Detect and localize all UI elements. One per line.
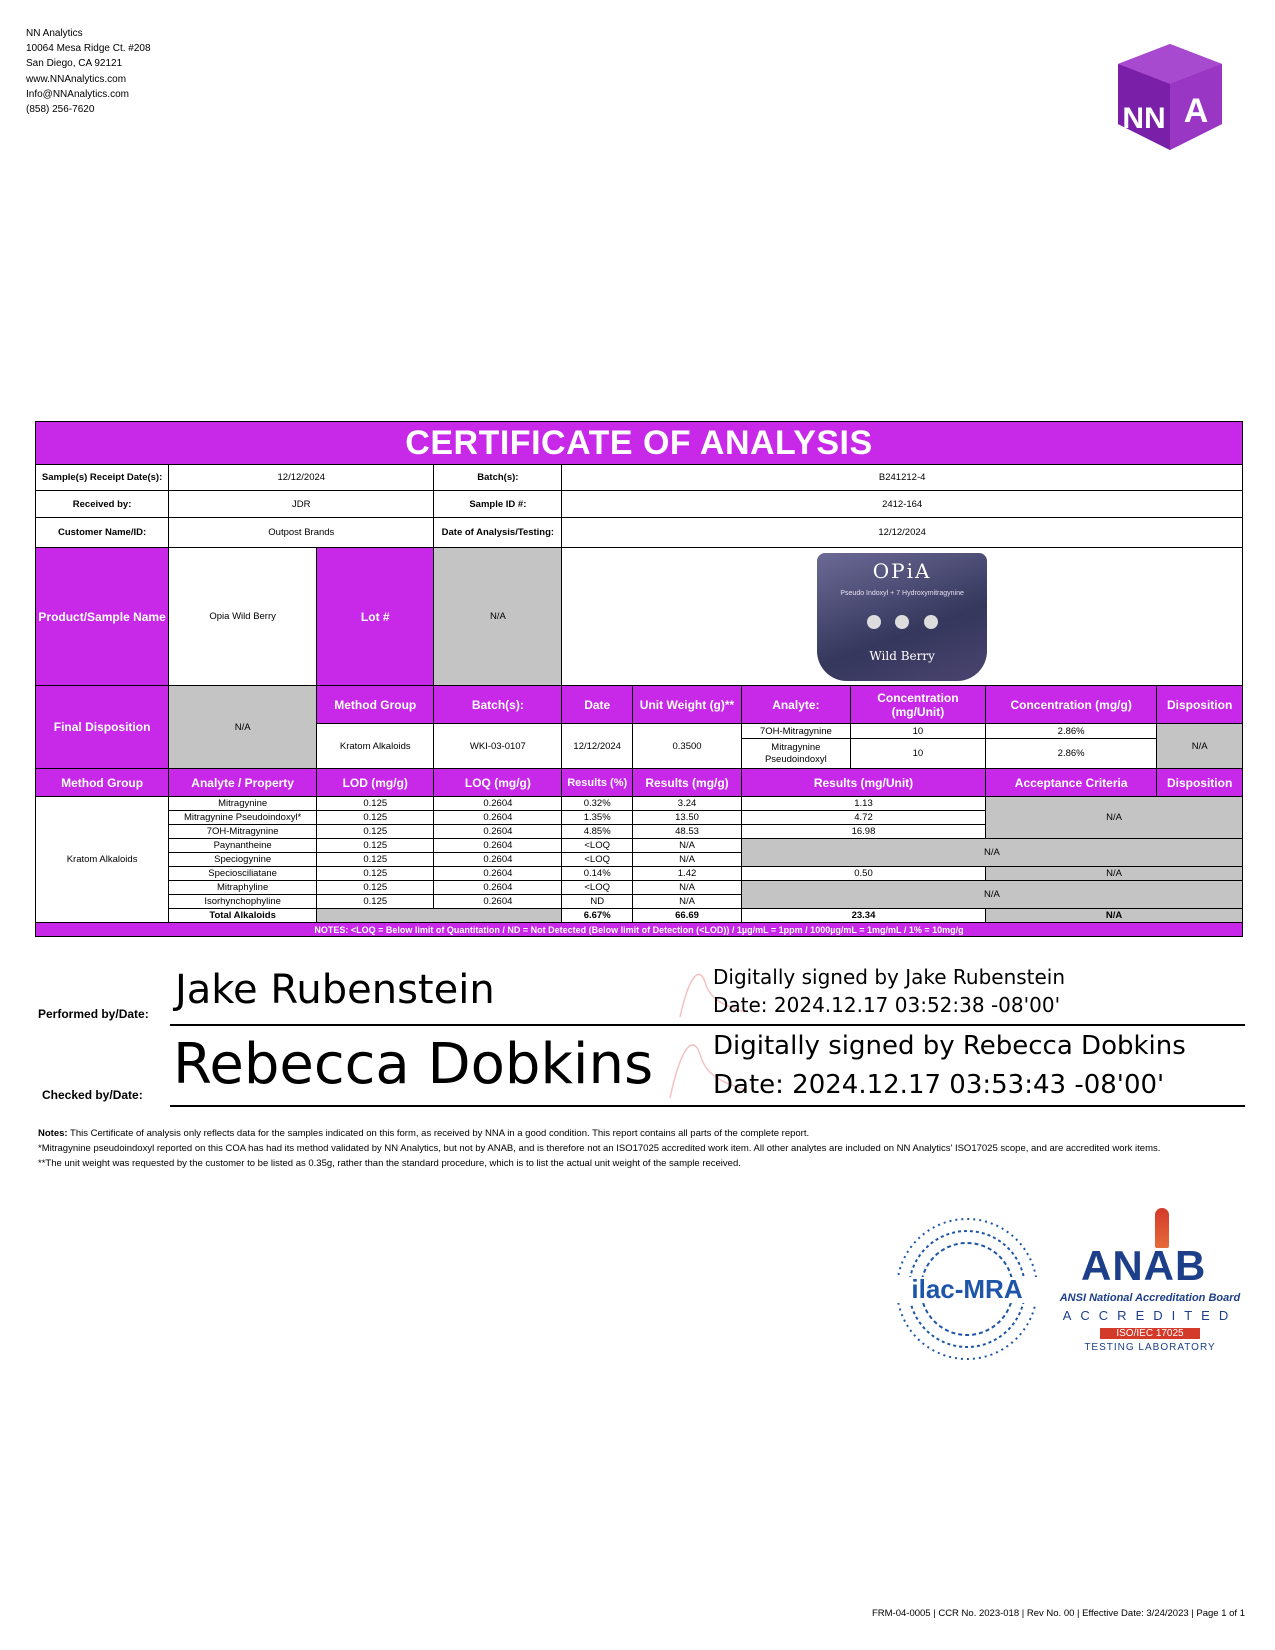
disp-header-unit-weight: Unit Weight (g)** [633, 686, 742, 724]
results-pct: <LOQ [562, 881, 633, 895]
results-lod: 0.125 [317, 881, 434, 895]
performed-signed-text: Digitally signed by Jake Rubenstein [713, 965, 1066, 989]
table-row [36, 839, 1243, 853]
customer-value: Outpost Brands [169, 518, 434, 548]
product-image-cell [562, 548, 1243, 686]
anab-iso: ISO/IEC 17025 [1100, 1328, 1200, 1339]
company-address-line1: 10064 Mesa Ridge Ct. #208 [26, 43, 151, 55]
lot-label: Lot # [317, 548, 434, 686]
total-blank [317, 909, 562, 923]
results-lod: 0.125 [317, 797, 434, 811]
total-label: Total Alkaloids [169, 909, 317, 923]
table-row [36, 797, 1243, 811]
disp-header-disposition: Disposition [1157, 686, 1243, 724]
notes-section [38, 1126, 1243, 1171]
total-disp: N/A [986, 909, 1243, 923]
anab-fullname: ANSI National Accreditation Board [1059, 1292, 1241, 1304]
results-pct: ND [562, 895, 633, 909]
notes-line1: Notes: This Certificate of analysis only reflects data for the samples indicated on this form, as received by NNA in a good condition. This report contains all parts of the complete report. [38, 1128, 810, 1139]
results-mgg: 3.24 [633, 797, 742, 811]
results-header-disposition: Disposition [1157, 769, 1243, 797]
results-loq: 0.2604 [434, 825, 562, 839]
results-header-mgu: Results (mg/Unit) [741, 769, 985, 797]
disp-header-batch: Batch(s): [434, 686, 562, 724]
company-name: NN Analytics [26, 28, 83, 39]
results-header-mgg: Results (mg/g) [633, 769, 742, 797]
lot-value: N/A [434, 548, 562, 686]
results-mgu: 1.13 [741, 797, 985, 811]
results-pct: <LOQ [562, 853, 633, 867]
results-analyte: Mitragynine [169, 797, 317, 811]
results-mgg: 13.50 [633, 811, 742, 825]
results-loq: 0.2604 [434, 797, 562, 811]
results-mgu: 0.50 [741, 867, 985, 881]
results-analyte: Mitragynine Pseudoindoxyl* [169, 811, 317, 825]
analysis-date-value: 12/12/2024 [562, 518, 1243, 548]
results-lod: 0.125 [317, 811, 434, 825]
logo-nn: NN [1122, 102, 1166, 135]
disp-disposition-value: N/A [1157, 724, 1243, 769]
results-pct: 1.35% [562, 811, 633, 825]
total-mgu: 23.34 [741, 909, 985, 923]
checked-signed-date: Date: 2024.12.17 03:53:43 -08'00' [713, 1070, 1165, 1100]
disp-header-method-group: Method Group [317, 686, 434, 724]
product-image [817, 553, 987, 681]
disp-batch: WKI-03-0107 [434, 724, 562, 769]
results-pct: 0.14% [562, 867, 633, 881]
results-lod: 0.125 [317, 895, 434, 909]
batch-value: B241212-4 [562, 465, 1243, 491]
disp-conc-unit: 10 [850, 724, 985, 739]
product-subtitle: Pseudo Indoxyl + 7 Hydroxymitragynine [840, 589, 964, 597]
results-analyte: Speciosciliatane [169, 867, 317, 881]
results-mgg: N/A [633, 895, 742, 909]
results-mgg: N/A [633, 853, 742, 867]
sample-id-value: 2412-164 [562, 491, 1243, 518]
total-mgg: 66.69 [633, 909, 742, 923]
results-analyte: Speciogynine [169, 853, 317, 867]
final-disposition-label: Final Disposition [36, 686, 169, 769]
results-header-loq: LOQ (mg/g) [434, 769, 562, 797]
results-disp: N/A [986, 867, 1243, 881]
company-address [26, 26, 151, 117]
results-loq: 0.2604 [434, 895, 562, 909]
results-header-analyte: Analyte / Property [169, 769, 317, 797]
anab-accredited: ACCREDITED [1062, 1308, 1238, 1323]
product-name-label: Product/Sample Name [36, 548, 169, 686]
results-analyte: Isorhynchophyline [169, 895, 317, 909]
notes-line2: *Mitragynine pseudoindoxyl reported on this COA has had its method validated by NN Analytics, but not by ANAB, and is therefore not an ISO17025 accredited work item. All other analytes are included on NN Analytics' ISO17025 scope, and are accredited work items. [38, 1143, 1161, 1154]
company-email: Info@NNAnalytics.com [26, 88, 129, 100]
results-mgg: 48.53 [633, 825, 742, 839]
results-analyte: Mitraphyline [169, 881, 317, 895]
checked-signature-line [170, 1105, 1245, 1107]
results-acceptance-na: N/A [986, 797, 1243, 839]
results-analyte: 7OH-Mitragynine [169, 825, 317, 839]
performed-signature-line [170, 1024, 1245, 1026]
anab-logo [1055, 1208, 1245, 1356]
logo-a: A [1183, 92, 1209, 130]
total-pct: 6.67% [562, 909, 633, 923]
notes-line3: **The unit weight was requested by the customer to be listed as 0.35g, rather than the standard procedure, which is to list the actual unit weight of the sample received. [38, 1158, 741, 1169]
results-pct: 4.85% [562, 825, 633, 839]
results-mgu: 16.98 [741, 825, 985, 839]
results-mgg: N/A [633, 839, 742, 853]
batch-label: Batch(s): [434, 465, 562, 491]
performed-by-name: Jake Rubenstein [175, 967, 495, 1013]
table-row [36, 881, 1243, 895]
disp-header-date: Date [562, 686, 633, 724]
disp-conc-unit: 10 [850, 739, 985, 769]
results-loq: 0.2604 [434, 867, 562, 881]
results-loq: 0.2604 [434, 811, 562, 825]
results-loq: 0.2604 [434, 881, 562, 895]
customer-label: Customer Name/ID: [36, 518, 169, 548]
results-header-method-group: Method Group [36, 769, 169, 797]
results-mgg: N/A [633, 881, 742, 895]
product-brand: OPiA [872, 558, 932, 583]
product-name-value: Opia Wild Berry [169, 548, 317, 686]
coa-table [35, 421, 1243, 937]
final-disposition-value: N/A [169, 686, 317, 769]
product-flavor: Wild Berry [869, 648, 935, 663]
results-na-block: N/A [741, 881, 1242, 909]
table-row [36, 867, 1243, 881]
disp-conc-g: 2.86% [986, 739, 1157, 769]
checked-signed-text: Digitally signed by Rebecca Dobkins [713, 1031, 1186, 1061]
results-mgu: 4.72 [741, 811, 985, 825]
anab-testing: TESTING LABORATORY [1084, 1342, 1216, 1353]
results-loq: 0.2604 [434, 853, 562, 867]
disp-date: 12/12/2024 [562, 724, 633, 769]
disp-header-analyte: Analyte: [741, 686, 850, 724]
sample-id-label: Sample ID #: [434, 491, 562, 518]
receipt-date-value: 12/12/2024 [169, 465, 434, 491]
results-lod: 0.125 [317, 867, 434, 881]
company-address-line2: San Diego, CA 92121 [26, 58, 123, 70]
performed-by-label: Performed by/Date: [38, 1007, 149, 1021]
company-logo [1110, 42, 1230, 152]
results-lod: 0.125 [317, 853, 434, 867]
received-by-label: Received by: [36, 491, 169, 518]
receipt-date-label: Sample(s) Receipt Date(s): [36, 465, 169, 491]
ilac-mra-logo [893, 1215, 1041, 1363]
anab-name: ANAB [1081, 1242, 1207, 1289]
results-na-block: N/A [741, 839, 1242, 867]
results-loq: 0.2604 [434, 839, 562, 853]
disp-analyte: 7OH-Mitragynine [741, 724, 850, 739]
results-header-lod: LOD (mg/g) [317, 769, 434, 797]
results-header-pct: Results (%) [562, 769, 633, 797]
disp-analyte: Mitragynine Pseudoindoxyl [741, 739, 850, 769]
checked-by-label: Checked by/Date: [42, 1088, 143, 1102]
results-method-group: Kratom Alkaloids [36, 797, 169, 923]
company-website: www.NNAnalytics.com [26, 73, 127, 85]
page-title: CERTIFICATE OF ANALYSIS [36, 422, 1243, 465]
results-header-acceptance: Acceptance Criteria [986, 769, 1157, 797]
disp-conc-g: 2.86% [986, 724, 1157, 739]
results-pct: <LOQ [562, 839, 633, 853]
results-analyte: Paynantheine [169, 839, 317, 853]
notes-bar: NOTES: <LOQ = Below limit of Quantitation / ND = Not Detected (Below limit of Detection (<LOD)) / 1µg/mL = 1ppm / 1000µg/mL = 1mg/mL / 1% = 10mg/g [36, 923, 1243, 937]
ilac-text: ilac-MRA [911, 1274, 1023, 1304]
results-mgg: 1.42 [633, 867, 742, 881]
checked-by-name: Rebecca Dobkins [173, 1032, 654, 1097]
footer: FRM-04-0005 | CCR No. 2023-018 | Rev No. 00 | Effective Date: 3/24/2023 | Page 1 of 1 [871, 1608, 1245, 1619]
performed-signed-date: Date: 2024.12.17 03:52:38 -08'00' [713, 993, 1061, 1017]
disp-header-conc-unit: Concentration (mg/Unit) [850, 686, 985, 724]
analysis-date-label: Date of Analysis/Testing: [434, 518, 562, 548]
disp-unit-weight: 0.3500 [633, 724, 742, 769]
company-phone: (858) 256-7620 [26, 104, 95, 116]
disp-method-group: Kratom Alkaloids [317, 724, 434, 769]
results-pct: 0.32% [562, 797, 633, 811]
results-lod: 0.125 [317, 839, 434, 853]
notes-label: Notes: [38, 1128, 68, 1139]
table-row-total [36, 909, 1243, 923]
disp-header-conc-g: Concentration (mg/g) [986, 686, 1157, 724]
product-tablets [817, 615, 987, 632]
results-lod: 0.125 [317, 825, 434, 839]
received-by-value: JDR [169, 491, 434, 518]
